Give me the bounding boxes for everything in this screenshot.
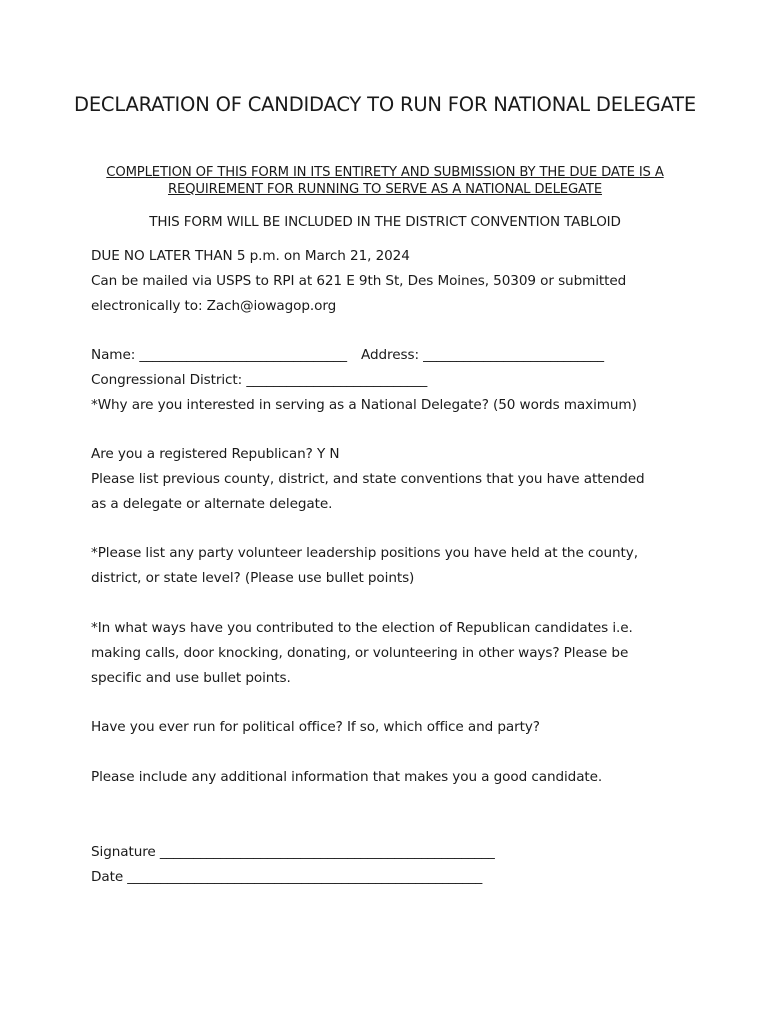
question-political-office: Have you ever run for political office? If so, which office and party?	[91, 719, 540, 735]
name-address-row	[91, 347, 604, 364]
question-conventions-line-1: Please list previous county, district, and state conventions that you have attended	[91, 471, 645, 487]
address-field: Address: ___________________________	[361, 347, 604, 363]
mailing-instructions-line-1: Can be mailed via USPS to RPI at 621 E 9th St, Des Moines, 50309 or submitted	[91, 273, 627, 289]
question-contributions-line-1: *In what ways have you contributed to the election of Republican candidates i.e.	[91, 620, 633, 636]
congressional-district-field: Congressional District: ___________________________	[91, 372, 428, 388]
submission-requirement-notice: COMPLETION OF THIS FORM IN ITS ENTIRETY AND SUBMISSION BY THE DUE DATE IS A REQUIREMENT FOR RUNNING TO SERVE AS A NATIONAL DELEGATE	[106, 165, 664, 197]
question-interest: *Why are you interested in serving as a National Delegate? (50 words maximum)	[91, 397, 637, 413]
name-field: Name: _______________________________	[91, 347, 348, 363]
question-leadership-line-1: *Please list any party volunteer leadership positions you have held at the county,	[91, 545, 638, 561]
question-contributions-line-3: specific and use bullet points.	[91, 670, 291, 686]
tabloid-note: THIS FORM WILL BE INCLUDED IN THE DISTRICT CONVENTION TABLOID	[149, 214, 621, 230]
question-registered-republican: Are you a registered Republican? Y N	[91, 446, 340, 462]
due-date-line: DUE NO LATER THAN 5 p.m. on March 21, 2024	[91, 248, 410, 264]
question-contributions-line-2: making calls, door knocking, donating, or volunteering in other ways? Please be	[91, 645, 629, 661]
question-conventions-line-2: as a delegate or alternate delegate.	[91, 496, 333, 512]
mailing-instructions-line-2: electronically to: Zach@iowagop.org	[91, 298, 337, 314]
date-field: Date _____________________________________________________	[91, 869, 483, 885]
form-title: DECLARATION OF CANDIDACY TO RUN FOR NATIONAL DELEGATE	[74, 93, 696, 116]
question-leadership-line-2: district, or state level? (Please use bullet points)	[91, 570, 415, 586]
signature-field: Signature __________________________________________________	[91, 844, 495, 860]
question-additional-info: Please include any additional information that makes you a good candidate.	[91, 769, 603, 785]
